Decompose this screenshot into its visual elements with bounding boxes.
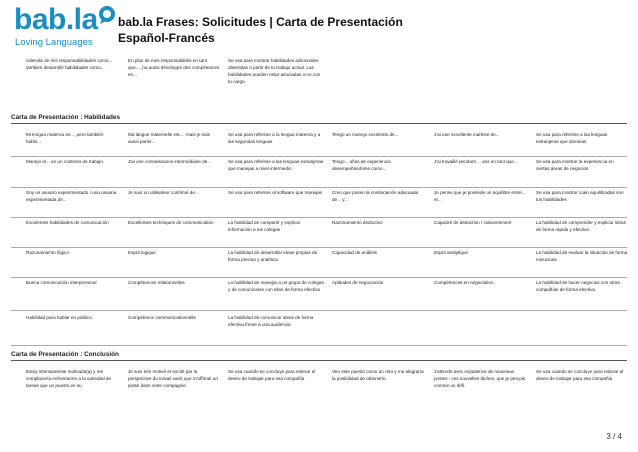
cell-text: Compétences en négociation bbox=[434, 280, 494, 285]
cell-text: Veo este puesto como un reto y me alegraría la posibilidad de obtenerlo. bbox=[332, 369, 424, 381]
section-heading-conclusion: Carta de Presentación : Conclusión bbox=[11, 351, 119, 358]
table-cell bbox=[128, 58, 220, 79]
cell-text: Aptitudes de negociación bbox=[332, 280, 384, 285]
cell-text: La habilidad de compartir y explicar información a tus colegas bbox=[228, 220, 301, 232]
cell-text: Se usa para mostrar habilidades adicionales obtenidas a partir de tu trabajo actual. Las habilidades pueden estar asociadas o no con tu cargo. bbox=[228, 58, 321, 84]
table-cell bbox=[228, 250, 324, 264]
babla-logo[interactable] bbox=[14, 5, 114, 49]
table-cell bbox=[536, 369, 628, 383]
cell-text: Excellentes techniques de communication bbox=[128, 220, 214, 225]
table-cell bbox=[26, 190, 118, 204]
cell-text: Tengo un manejo excelente de... bbox=[332, 132, 399, 137]
table-cell bbox=[228, 315, 324, 329]
row-divider bbox=[11, 247, 627, 248]
cell-text: Se usa para referirse a las lenguas extranjeras que dominas bbox=[536, 132, 608, 144]
table-cell bbox=[26, 58, 118, 72]
table-cell bbox=[128, 369, 220, 390]
table-cell bbox=[332, 190, 424, 204]
table-cell bbox=[332, 369, 424, 383]
cell-text: Habilidad para hablar en público bbox=[26, 315, 92, 320]
cell-text: J'ai une excellente maîtrise de... bbox=[434, 132, 500, 137]
cell-text: La habilidad de hacer negocios con otras compañías de forma efectiva bbox=[536, 280, 620, 292]
cell-text: Mi lengua materna es..., pero también hablo... bbox=[26, 132, 104, 144]
table-cell bbox=[228, 220, 324, 234]
table-cell bbox=[536, 250, 628, 264]
table-cell bbox=[434, 220, 526, 227]
cell-text: Je pense que je possède un équilibre entre... et... bbox=[434, 190, 526, 202]
table-cell bbox=[128, 159, 220, 166]
table-cell bbox=[228, 58, 324, 86]
table-cell bbox=[536, 159, 628, 173]
cell-text: Soy un usuario experimentado / una usuaria experimentada de... bbox=[26, 190, 117, 202]
cell-text: Además de mis responsabilidades como... también desarrollé habilidades como... bbox=[26, 58, 113, 70]
table-cell bbox=[332, 280, 424, 287]
table-cell bbox=[228, 190, 324, 197]
cell-text: La habilidad de manejar a un grupo de colegas y de comunicarse con ellos de forma efectiva bbox=[228, 280, 324, 292]
cell-text: Se usa para referirse a las lenguas extranjeras que manejas a nivel intermedio bbox=[228, 159, 324, 171]
table-cell bbox=[128, 315, 220, 322]
table-cell bbox=[26, 159, 118, 166]
table-cell bbox=[26, 220, 118, 227]
row-divider bbox=[11, 345, 627, 346]
section-heading-habilidades: Carta de Presentación : Habilidades bbox=[11, 114, 121, 121]
cell-text: La habilidad de evaluar la situación de forma minuciosa bbox=[536, 250, 628, 262]
table-cell bbox=[128, 132, 220, 146]
cell-text: J'attends avec impatience de nouveaux postes : ces nouvelles tâches, que je perçois comme un défi. bbox=[434, 369, 526, 388]
page-number: 3 / 4 bbox=[606, 432, 622, 441]
table-cell bbox=[26, 369, 118, 390]
cell-text: Se usa cuando se concluye para reiterar el deseo de trabajar para esa compañía bbox=[228, 369, 316, 381]
table-cell bbox=[434, 369, 526, 390]
title-line-2: Español-Francés bbox=[118, 31, 215, 45]
table-cell bbox=[26, 280, 118, 287]
cell-text: Esprit analytique bbox=[434, 250, 468, 255]
cell-text: Se usa para mostrar la experiencia en ciertas áreas de negocios bbox=[536, 159, 614, 171]
table-cell bbox=[26, 250, 118, 257]
cell-text: Se usa para mostrar cuán equilibradas son tus habilidades bbox=[536, 190, 624, 202]
cell-text: Estoy intensamente motivado(a) y me complacería enfrentarme a la variedad de tareas que un puesto en su bbox=[26, 369, 112, 388]
cell-text: Buena comunicación interpersonal bbox=[26, 280, 97, 285]
cell-text: Compétences relationnelles bbox=[128, 280, 185, 285]
logo-wordmark: bab.la bbox=[14, 3, 98, 36]
cell-text: Capacité de déduction / raisonnement bbox=[434, 220, 512, 225]
table-cell bbox=[434, 132, 526, 139]
speech-bubble-icon bbox=[97, 5, 117, 25]
table-cell bbox=[228, 132, 324, 146]
row-divider bbox=[11, 187, 627, 188]
table-cell bbox=[536, 132, 628, 146]
cell-text: Ma langue maternelle est..., mais je sais aussi parler... bbox=[128, 132, 210, 144]
cell-text: Je suis très motivé et excité par la perspective du travail varié que m'offrirait un poste dans votre compagnie. bbox=[128, 369, 218, 388]
cell-text: La habilidad de comunicar ideas de forma efectiva frente a una audiencia bbox=[228, 315, 314, 327]
row-divider bbox=[11, 277, 627, 278]
row-divider bbox=[11, 310, 627, 311]
table-cell bbox=[332, 250, 424, 257]
cell-text: En plus de mes responsabilités en tant que..., j'ai aussi développé des compétences en... bbox=[128, 58, 220, 77]
table-cell bbox=[26, 132, 118, 146]
cell-text: La habilidad de comprender y explicar ideas de forma rápida y efectiva bbox=[536, 220, 626, 232]
table-cell bbox=[128, 190, 220, 197]
cell-text: La habilidad de desarrollar ideas propias de forma precisa y analítica bbox=[228, 250, 318, 262]
table-cell bbox=[228, 369, 324, 383]
table-cell bbox=[228, 280, 324, 294]
title-line-1: bab.la Frases: Solicitudes | Carta de Presentación bbox=[118, 15, 403, 29]
cell-text: Se usa para referirse al software que manejas bbox=[228, 190, 322, 195]
row-divider bbox=[11, 217, 627, 218]
cell-text: Capacidad de análisis bbox=[332, 250, 377, 255]
cell-text: Manejo el... en un contexto de trabajo. bbox=[26, 159, 105, 164]
table-cell bbox=[434, 190, 526, 204]
cell-text: Compétence communicationnelle bbox=[128, 315, 196, 320]
table-cell bbox=[332, 159, 424, 173]
table-cell bbox=[228, 159, 324, 173]
cell-text: J'ai une connaissance intermédiaire de... bbox=[128, 159, 212, 164]
table-cell bbox=[128, 280, 220, 287]
cell-text: J'ai travaillé pendant ... ans en tant que... bbox=[434, 159, 518, 164]
section-rule bbox=[11, 123, 627, 124]
cell-text: Je suis un utilisateur confirmé de... bbox=[128, 190, 199, 195]
cell-text: Excelentes habilidades de comunicación bbox=[26, 220, 109, 225]
cell-text: Tengo... años de experiencia desempeñándome como... bbox=[332, 159, 391, 171]
table-cell bbox=[128, 250, 220, 257]
logo-tagline: Loving Languages bbox=[15, 37, 93, 48]
cell-text: Se usa para referirse a la lengua materna y a las segundas lenguas bbox=[228, 132, 321, 144]
table-cell bbox=[332, 220, 424, 227]
table-cell bbox=[536, 280, 628, 294]
table-cell bbox=[536, 220, 628, 234]
cell-text: Razonamiento lógico bbox=[26, 250, 69, 255]
cell-text: Esprit logique bbox=[128, 250, 156, 255]
table-cell bbox=[26, 315, 118, 322]
table-cell bbox=[434, 159, 526, 166]
section-rule bbox=[11, 360, 627, 361]
cell-text: Razonamiento deductivo bbox=[332, 220, 383, 225]
table-cell bbox=[332, 132, 424, 139]
cell-text: Creo que poseo la combinación adecuada de... y... bbox=[332, 190, 419, 202]
row-divider bbox=[11, 156, 627, 157]
table-cell bbox=[434, 250, 526, 257]
table-cell bbox=[434, 280, 526, 287]
table-cell bbox=[536, 190, 628, 204]
cell-text: Se usa cuando se concluye para reiterar el deseo de trabajar para esa compañía bbox=[536, 369, 624, 381]
table-cell bbox=[128, 220, 220, 227]
page-title bbox=[118, 14, 518, 46]
